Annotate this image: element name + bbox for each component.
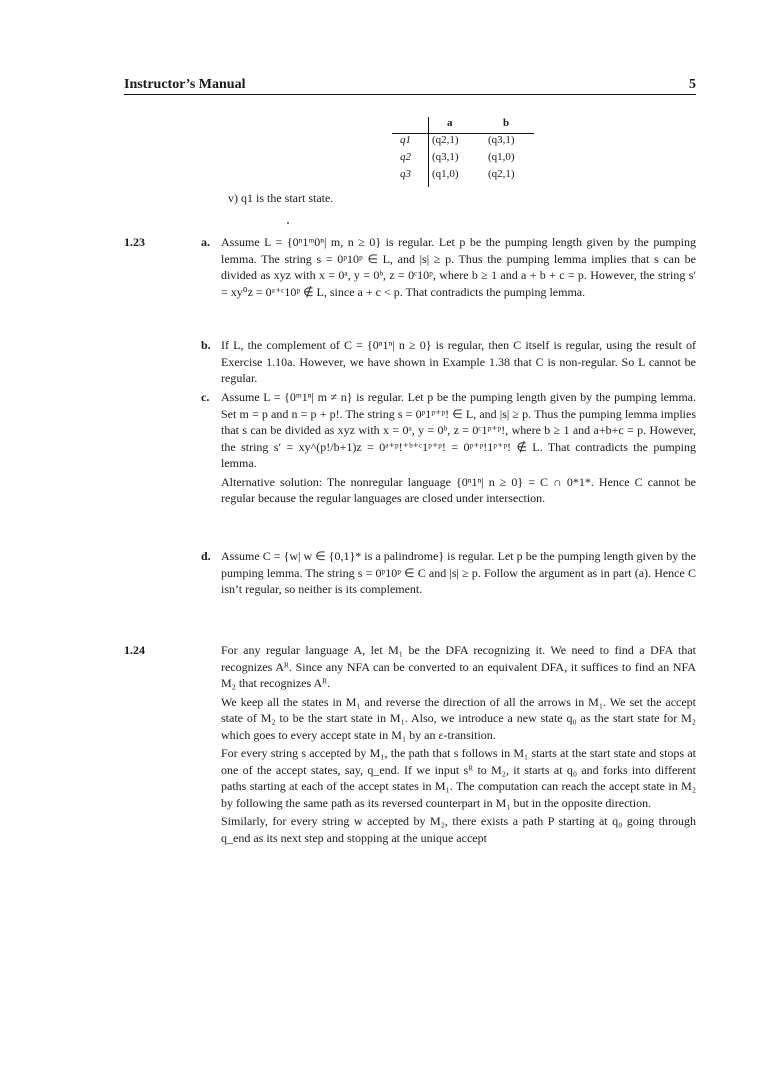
table-state-cell: q1 bbox=[400, 134, 411, 146]
table-header-row bbox=[392, 117, 542, 134]
paragraph: For any regular language A, let M₁ be the DFA recognizing it. We need to find a DFA that recognizes Aᴿ. Since any NFA can be converted to an equivalent DFA, it suffices to find an NFA M₂ that recognizes Aᴿ. bbox=[221, 643, 696, 690]
table-row bbox=[392, 151, 542, 168]
problem-number: 1.23 bbox=[124, 235, 145, 249]
paragraph: Assume C = {w| w ∈ {0,1}* is a palindrome} is regular. Let p be the pumping length given by the pumping lemma. The string s = 0ᵖ10ᵖ ∈ C and |s| ≥ p. Follow the argument as in part (a). Hence C isn’t regular, so neither is its complement. bbox=[221, 549, 696, 596]
problem-number: 1.24 bbox=[124, 643, 145, 657]
header-rule bbox=[124, 94, 696, 95]
part-a-text bbox=[221, 234, 696, 300]
part-d-text bbox=[221, 548, 696, 598]
table-state-cell: q3 bbox=[400, 168, 411, 180]
part-c-text bbox=[221, 389, 696, 507]
page-number: 5 bbox=[689, 77, 696, 92]
paragraph: We keep all the states in M₁ and reverse the direction of all the arrows in M₁. We set the accept state of M₂ to be the start state in M₁. Also, we introduce a new state q₀ as the start state for M₂ which goes to every accept state in M₁ by an ε-transition. bbox=[221, 694, 696, 742]
table-col-header: a bbox=[447, 117, 453, 129]
table-row bbox=[392, 168, 542, 185]
table-cell: (q1,0) bbox=[488, 151, 515, 163]
paragraph: Alternative solution: The nonregular language {0ⁿ1ⁿ| n ≥ 0} = C ∩ 0*1*. Hence C cannot be regular because the regular languages are closed under intersection. bbox=[221, 474, 696, 505]
transition-table bbox=[392, 117, 542, 185]
stray-mark bbox=[287, 222, 289, 224]
paragraph: Assume L = {0ᵐ1ⁿ| m ≠ n} is regular. Let p be the pumping length given by the pumping lemma. Set m = p and n = p + p!. The string s = 0ᵖ1ᵖ⁺ᵖ! ∈ L, and |s| ≥ p. Thus the pumping lemma implies that s can be divided as xyz with x = 0ᵃ, y = 0ᵇ, z = 0ᶜ1ᵖ⁺ᵖ!, where b ≥ 1 and a+b+c = p. However, the string s′ = xy^(p!/b+1)z = 0ᵃ⁺ᵖ!⁺ᵇ⁺ᶜ1ᵖ⁺ᵖ! = 0ᵖ⁺ᵖ!1ᵖ⁺ᵖ! ∉ L. That contradicts the pumping lemma. bbox=[221, 390, 696, 470]
table-cell: (q1,0) bbox=[432, 168, 459, 180]
table-cell: (q3,1) bbox=[488, 134, 515, 146]
part-b-text bbox=[221, 337, 696, 387]
table-cell: (q2,1) bbox=[432, 134, 459, 146]
paragraph: Assume L = {0ⁿ1ᵐ0ⁿ| m, n ≥ 0} is regular. Let p be the pumping length given by the pumping lemma. The string s = 0ᵖ10ᵖ ∈ L, and |s| ≥ p. Thus the pumping lemma implies that s can be divided as xyz with x = 0ᵃ, y = 0ᵇ, z = 0ᶜ10ᵖ, where b ≥ 1 and a + b + c = p. However, the string s′ = xy⁰z = 0ᵃ⁺ᶜ10ᵖ ∉ L, since a + c < p. That contradicts the pumping lemma. bbox=[221, 235, 696, 299]
page-header bbox=[124, 77, 696, 95]
header-title: Instructor’s Manual bbox=[124, 77, 246, 92]
table-state-cell: q2 bbox=[400, 151, 411, 163]
table-col-header: b bbox=[503, 117, 510, 129]
table-cell: (q2,1) bbox=[488, 168, 515, 180]
table-cell: (q3,1) bbox=[432, 151, 459, 163]
part-label: b. bbox=[201, 338, 211, 352]
paragraph: Similarly, for every string w accepted by M₂, there exists a path P starting at q₀ going through q_end as its next step and stopping at the unique accept bbox=[221, 814, 696, 845]
problem-1-24-text bbox=[221, 642, 696, 846]
part-label: c. bbox=[201, 390, 210, 404]
table-row bbox=[392, 134, 542, 151]
paragraph: For every string s accepted by M₁, the path that s follows in M₁ starts at the start state and stops at one of the accept states, say, q_end. If we input sᴿ to M₂, it starts at q₀ and forks into different paths starting at each of the accept states in M₁. The computation can reach the accept state in M₂ by following the same path as its reversed counterpart in M₁ but in the opposite direction. bbox=[221, 746, 696, 810]
paragraph: If L, the complement of C = {0ⁿ1ⁿ| n ≥ 0} is regular, then C itself is regular, using the result of Exercise 1.10a. However, we have shown in Example 1.38 that C is non-regular. So L cannot be regular. bbox=[221, 338, 696, 385]
start-state-note: v) q1 is the start state. bbox=[228, 191, 334, 205]
part-label: a. bbox=[201, 235, 210, 249]
part-label: d. bbox=[201, 549, 211, 563]
